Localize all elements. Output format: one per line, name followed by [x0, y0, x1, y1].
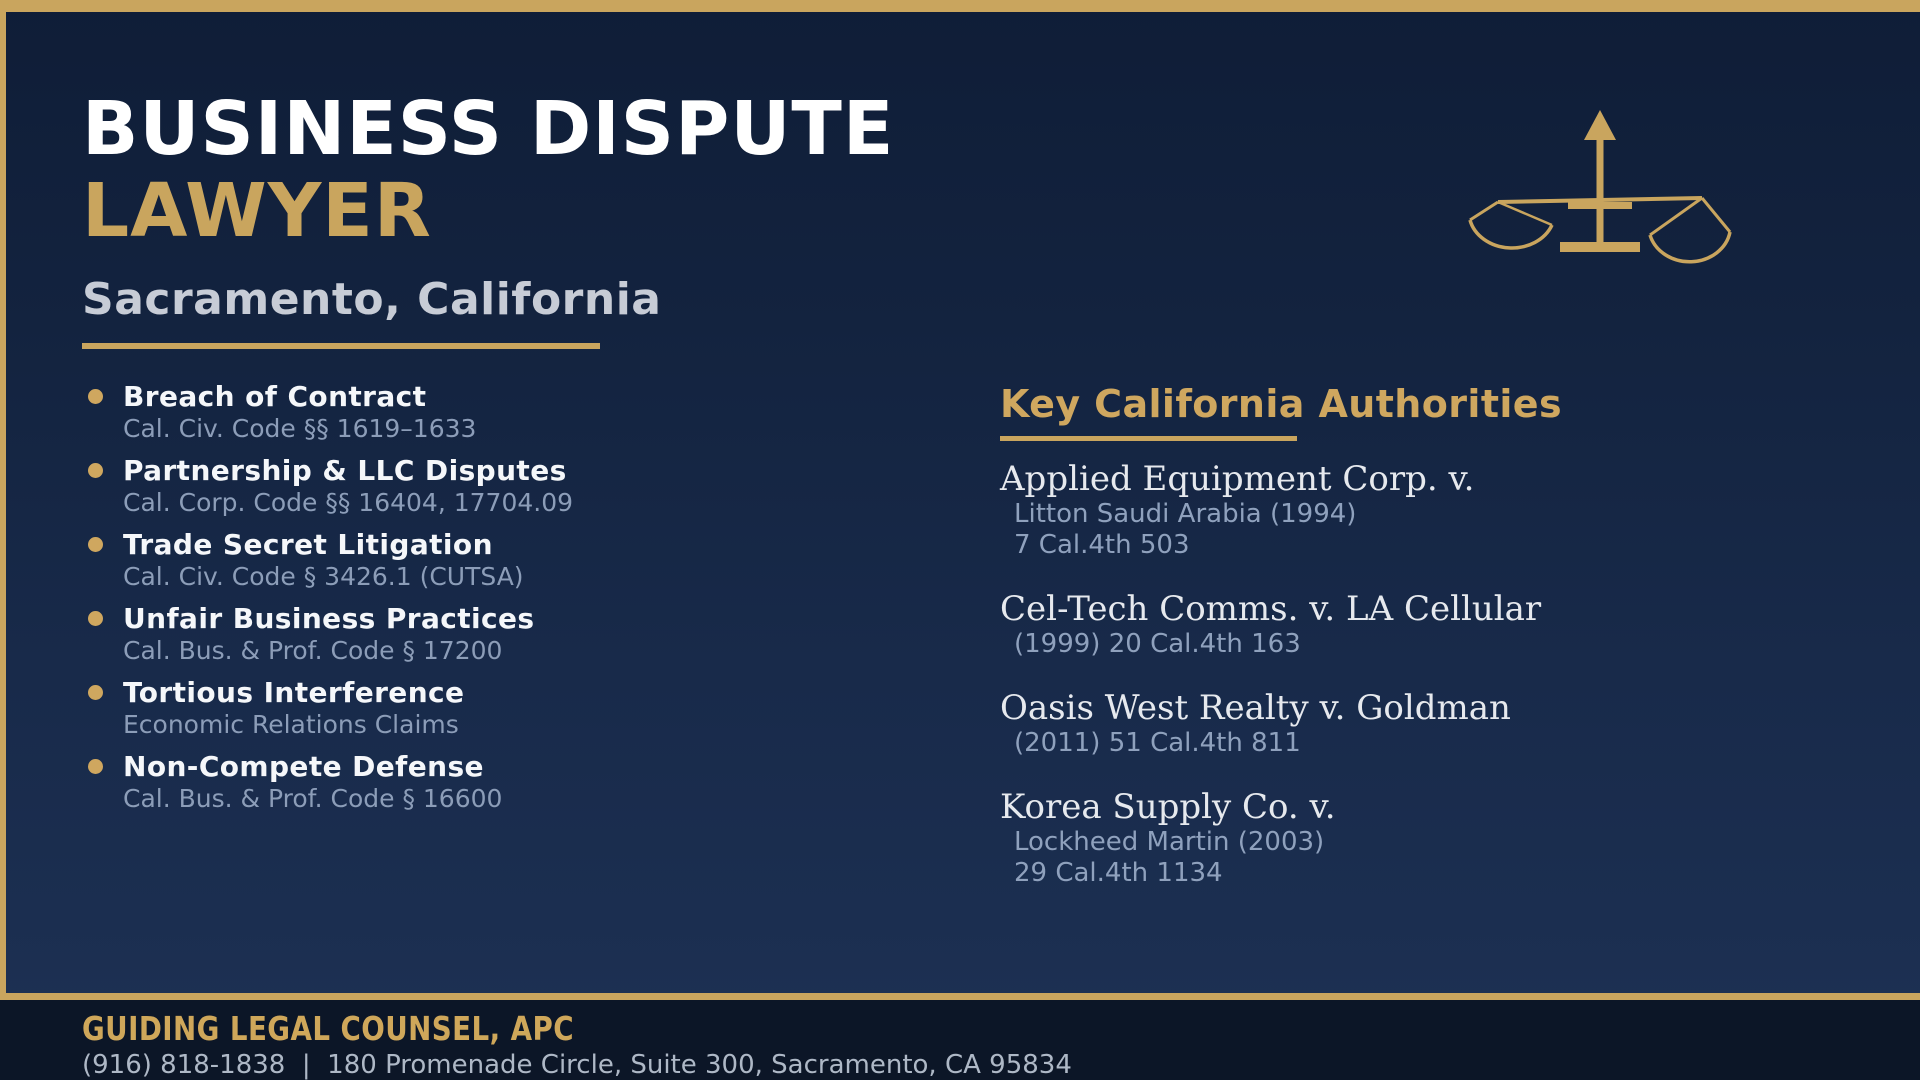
practice-title: Partnership & LLC Disputes: [123, 454, 567, 487]
contact-line: (916) 818-1838 | 180 Promenade Circle, Suite 300, Sacramento, CA 95834: [82, 1050, 1072, 1080]
practice-title: Trade Secret Litigation: [123, 528, 493, 561]
case-item: [1000, 459, 1620, 561]
page-title-line2: LAWYER: [82, 168, 432, 254]
header: [82, 86, 895, 349]
practice-citation: Cal. Corp. Code §§ 16404, 17704.09: [123, 488, 574, 517]
case-detail: 29 Cal.4th 1134: [1014, 858, 1223, 888]
location-subtitle: Sacramento, California: [82, 274, 662, 325]
bullet-icon: [88, 537, 103, 552]
practice-citation: Cal. Civ. Code §§ 1619–1633: [123, 414, 477, 443]
case-detail: 7 Cal.4th 503: [1014, 530, 1190, 560]
bullet-icon: [88, 685, 103, 700]
case-detail: (1999) 20 Cal.4th 163: [1014, 629, 1301, 659]
list-item: [88, 380, 728, 444]
scales-of-justice-icon: [1462, 102, 1738, 274]
practice-citation: Economic Relations Claims: [123, 710, 459, 739]
practice-citation: Cal. Bus. & Prof. Code § 17200: [123, 636, 503, 665]
bullet-icon: [88, 389, 103, 404]
practice-title: Tortious Interference: [123, 676, 465, 709]
practice-title: Unfair Business Practices: [123, 602, 535, 635]
top-gold-bar: [0, 0, 1920, 12]
footer-gold-rule: [0, 993, 1920, 1000]
case-detail: Lockheed Martin (2003): [1014, 827, 1325, 857]
subtitle-underline: [82, 343, 600, 349]
practice-citation: Cal. Civ. Code § 3426.1 (CUTSA): [123, 562, 524, 591]
list-item: [88, 750, 728, 814]
authorities-underline: [1000, 436, 1297, 441]
authorities-section: [1000, 382, 1620, 917]
list-item: [88, 454, 728, 518]
footer: [0, 1000, 1920, 1080]
practice-citation: Cal. Bus. & Prof. Code § 16600: [123, 784, 503, 813]
page-title-line1: BUSINESS DISPUTE: [82, 86, 895, 172]
left-gold-strip: [0, 0, 6, 1000]
case-name: Korea Supply Co. v.: [1000, 787, 1336, 827]
case-item: [1000, 688, 1620, 759]
authorities-heading: Key California Authorities: [1000, 382, 1562, 426]
case-name: Cel-Tech Comms. v. LA Cellular: [1000, 589, 1542, 629]
firm-name: GUIDING LEGAL COUNSEL, APC: [82, 1009, 575, 1048]
practice-areas-list: [88, 380, 728, 824]
case-item: [1000, 787, 1620, 889]
case-name: Applied Equipment Corp. v.: [1000, 459, 1475, 499]
case-detail: Litton Saudi Arabia (1994): [1014, 499, 1357, 529]
practice-title: Non-Compete Defense: [123, 750, 484, 783]
list-item: [88, 528, 728, 592]
bullet-icon: [88, 463, 103, 478]
case-detail: (2011) 51 Cal.4th 811: [1014, 728, 1301, 758]
case-item: [1000, 589, 1620, 660]
bullet-icon: [88, 759, 103, 774]
list-item: [88, 676, 728, 740]
list-item: [88, 602, 728, 666]
case-name: Oasis West Realty v. Goldman: [1000, 688, 1511, 728]
bullet-icon: [88, 611, 103, 626]
practice-title: Breach of Contract: [123, 380, 427, 413]
case-list: [1000, 459, 1620, 889]
